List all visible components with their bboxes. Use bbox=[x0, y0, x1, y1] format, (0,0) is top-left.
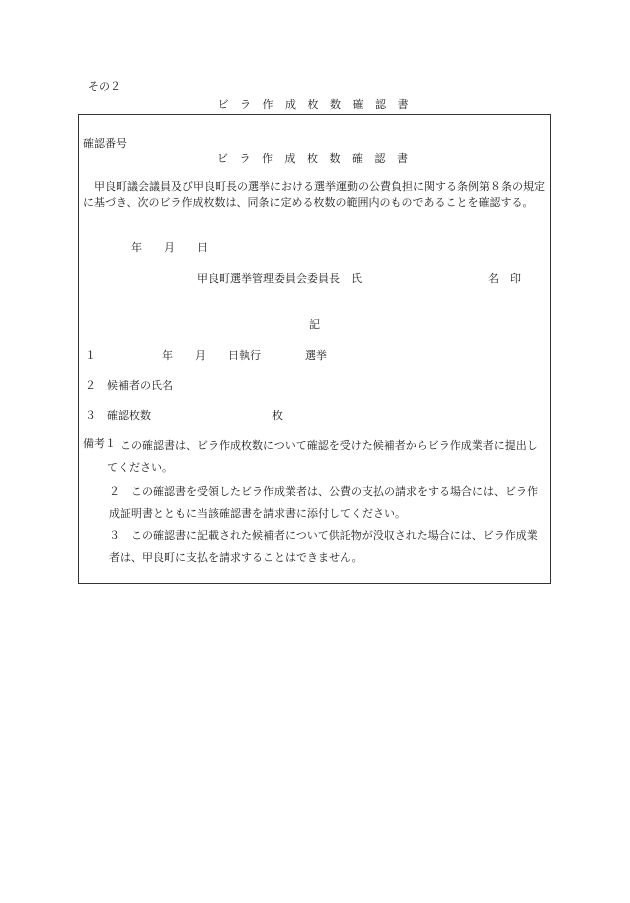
form-label: その２ bbox=[88, 80, 121, 93]
notes-label: 備考１ bbox=[83, 437, 116, 450]
item-election: １ 年 月 日執行 選挙 bbox=[85, 349, 327, 362]
ki-heading: 記 bbox=[309, 318, 320, 331]
note-2: ２ この確認書を受領したビラ作成業者は、公費の支払の請求をする場合には、ビラ作成証明書とともに当該確認書を請求書に添付してください。 bbox=[109, 485, 538, 520]
item-confirmed-count: ３ 確認枚数 枚 bbox=[85, 409, 283, 422]
header-title: ビ ラ 作 成 枚 数 確 認 書 bbox=[217, 98, 413, 111]
note-3: ３ この確認書に記載された候補者について供託物が没収された場合には、ビラ作成業者は、甲良町に支払を請求することはできません。 bbox=[109, 529, 538, 564]
seal-mark: 名 印 bbox=[488, 272, 521, 285]
certificate-title: ビ ラ 作 成 枚 数 確 認 書 bbox=[217, 152, 412, 165]
note-1: この確認書は、ビラ作成枚数について確認を受けた候補者からビラ作成業者に提出してください。 bbox=[107, 439, 538, 474]
item-candidate-name: ２ 候補者の氏名 bbox=[85, 379, 173, 392]
date-line: 年 月 日 bbox=[131, 241, 208, 254]
confirmation-number-label: 確認番号 bbox=[83, 137, 127, 150]
certificate-box bbox=[78, 114, 551, 584]
signer-line: 甲良町選挙管理委員会委員長 氏 bbox=[197, 272, 362, 285]
body-text: 甲良町議会議員及び甲良町長の選挙における選挙運動の公費負担に関する条例第８条の規定に基づき、次のビラ作成枚数は、同条に定める枚数の範囲内のものであることを確認する。 bbox=[83, 180, 545, 209]
